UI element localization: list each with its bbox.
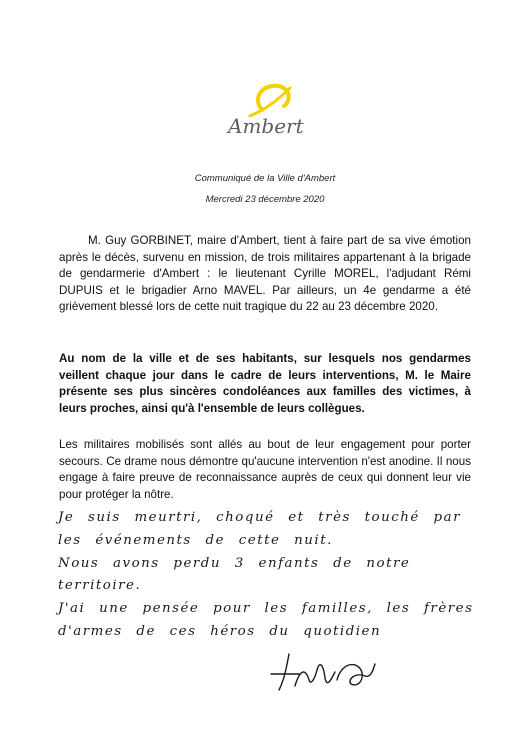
handwritten-line: territoire. xyxy=(58,578,142,594)
logo-text: Ambert xyxy=(228,114,304,138)
handwritten-line: Je suis meurtri, choqué et très touché par xyxy=(58,510,461,525)
handwritten-line: Nous avons perdu 3 enfants de notre xyxy=(58,555,411,571)
communique-date: Mercredi 23 décembre 2020 xyxy=(205,194,325,205)
ambert-logo-graphic xyxy=(212,80,322,140)
handwritten-note xyxy=(58,507,478,644)
handwritten-line: les événements de cette nuit. xyxy=(58,532,333,548)
handwritten-line: J'ai une pensée pour les familles, les frères xyxy=(58,601,474,617)
mayor-signature xyxy=(265,650,380,695)
paragraph-condolences: Au nom de la ville et de ses habitants, sur lesquels nos gendarmes veillent chaque jour dans le cadre de leurs interventions, M. le Maire présente ses plus sincères condoléances aux familles des victimes, à leurs proches, ainsi qu'à l'ensemble de leurs collègues. xyxy=(59,352,471,415)
ambert-logo xyxy=(212,80,322,140)
paragraph-tribute: Les militaires mobilisés sont allés au bout de leur engagement pour porter secours. Ce drame nous démontre qu'aucune intervention n'est anodine. Il nous engage à faire preuve de reconnaissance auprès de ceux qui donnent leur vie pour protéger la nôtre. xyxy=(59,438,471,501)
signature-scribble xyxy=(265,650,380,695)
handwritten-line: d'armes de ces héros du quotidien xyxy=(58,623,382,639)
communique-title: Communiqué de la Ville d'Ambert xyxy=(194,173,336,184)
paragraph-announcement: M. Guy GORBINET, maire d'Ambert, tient à faire part de sa vive émotion après le décès, survenu en mission, de trois militaires appartenant à la brigade de gendarmerie d'Ambert : le lieutenant Cyrille MOREL, l'adjudant Rémi DUPUIS et le brigadier Arno MAVEL. Par ailleurs, un 4e gendarme a été grièvement blessé lors de cette nuit tragique du 22 au 23 décembre 2020. xyxy=(59,234,471,314)
